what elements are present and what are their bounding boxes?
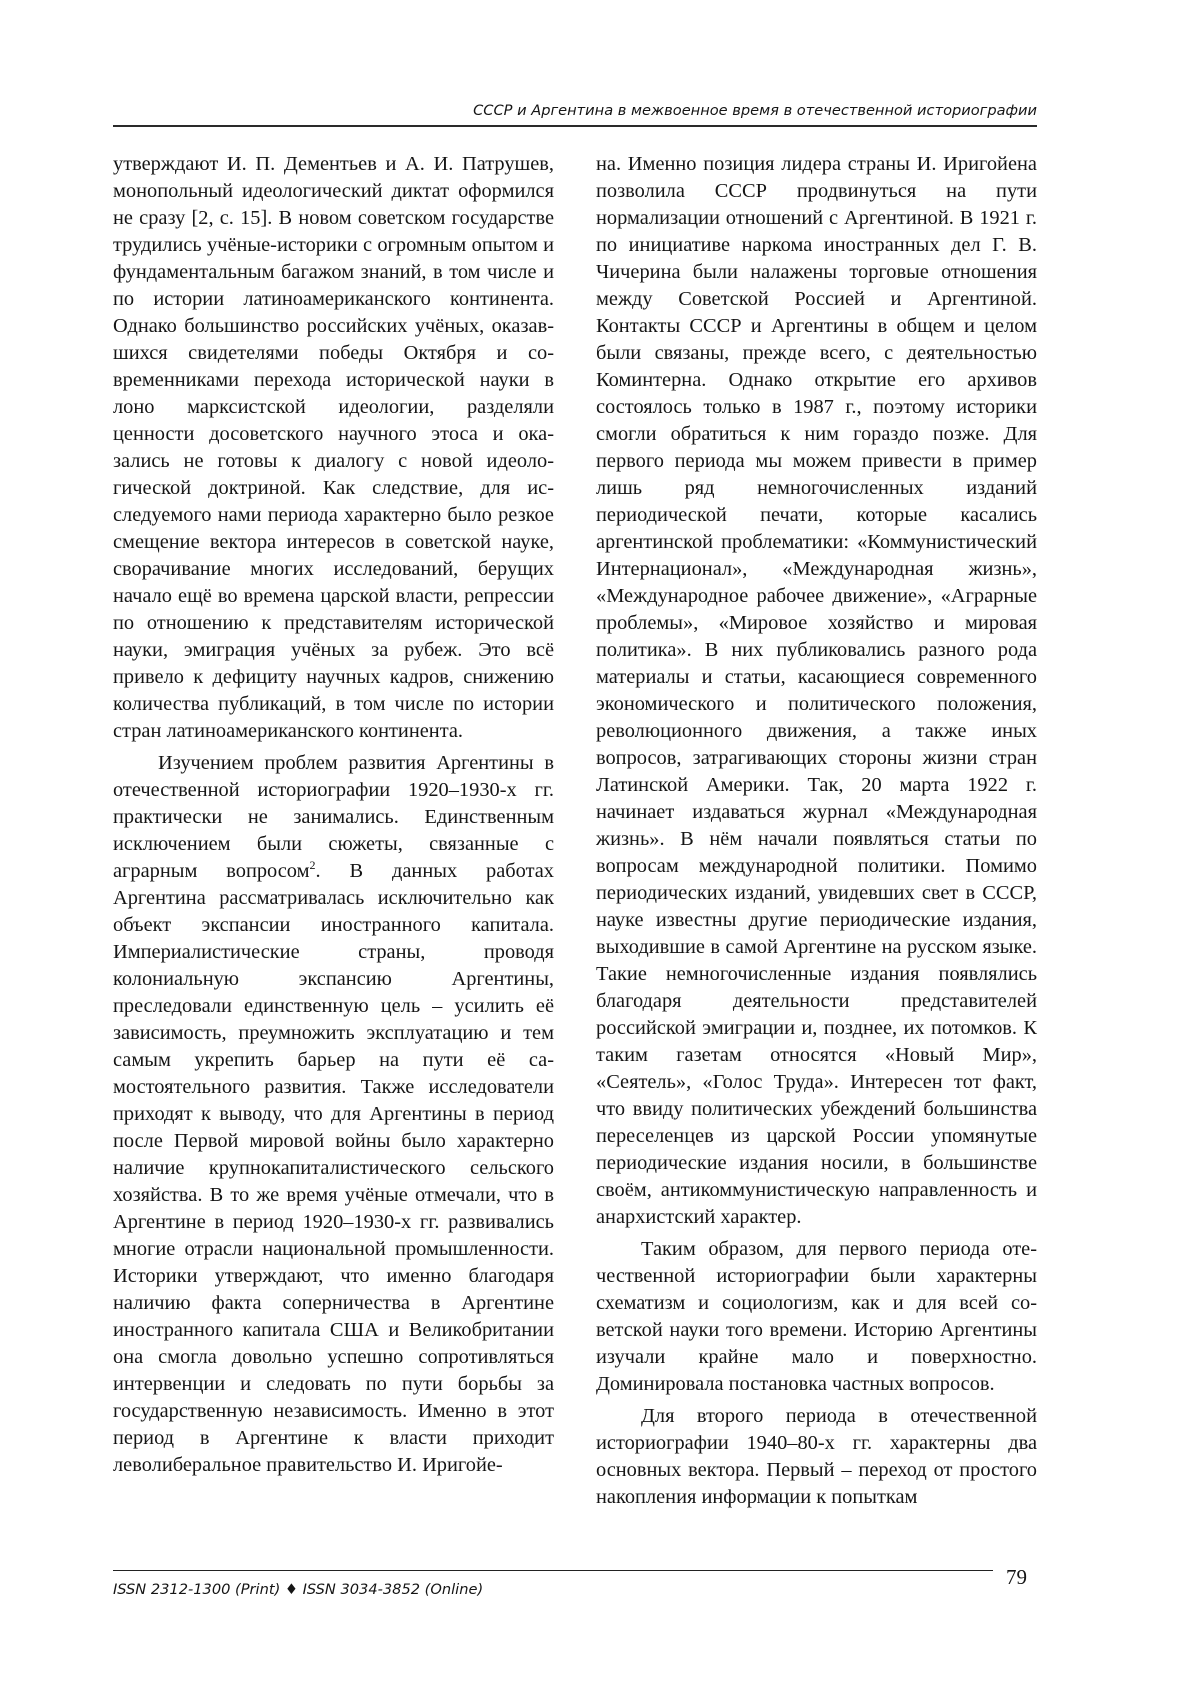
left-paragraph-1: утверждают И. П. Дементьев и А. И. Патрушев, монопольный идеологический диктат оформился не сразу [2, с. 15]. В новом советском государстве трудились учёные-историки с огромным опытом и фундаментальным багажом знаний, в том числе и по истории латиноамериканского континента. Однако большинство российских учёных, оказавшихся свидетелями победы Октября и современниками перехода исторической науки в лоно марксистской идеологии, разделяли ценности досоветского научного этоса и оказались не готовы к диалогу с новой идеологической доктриной. Как следствие, для исследуемого нами периода характерно было резкое смещение вектора интересов в советской науке, сворачивание многих исследований, берущих начало ещё во времена царской власти, репрессии по отношению к представителям исторической науки, эмиграция учёных за рубеж. Это всё привело к дефициту научных кадров, снижению количества публикаций, в том числе по истории стран латиноамериканского континента. — [113, 153, 554, 742]
page-number: 79 — [1006, 1565, 1027, 1589]
right-paragraph-1: на. Именно позиция лидера страны И. Иригойена позволила СССР продвинуться на пути нормализации отношений с Аргентиной. В 1921 г. по инициативе наркома иностранных дел Г. В. Чичерина были налажены торговые отношения между Советской Россией и Аргентиной. Контакты СССР и Аргентины в общем и целом были связаны, прежде всего, с деятельностью Коминтерна. Однако открытие его архивов состоялось только в 1987 г., поэтому историки смогли обратиться к ним гораздо позже. Для первого периода мы можем привести в пример лишь ряд немногочисленных изданий периодической печати, которые касались аргентинской проблематики: «Коммунистический Интернационал», «Международная жизнь», «Международное рабочее движение», «Аграрные проблемы», «Мировое хозяйство и мировая политика». В них публиковались разного рода материалы и статьи, касающиеся современного экономического и политического положения, революционного движения, а также иных вопросов, затрагивающих стороны жизни стран Латинской Америки. Так, 20 марта 1922 г. начинает издаваться журнал «Международная жизнь». В нём начали появляться статьи по вопросам международной политики. Помимо периодических изданий, увидевших свет в СССР, науке известны другие периодические издания, выходившие в самой Аргентине на русском языке. Такие немногочисленные издания появлялись благодаря деятельности представителей российской эмиграции и, позднее, их потомков. К таким газетам относятся «Новый Мир», «Сеятель», «Голос Труда». Интересен тот факт, что ввиду политических убеждений большинства переселенцев из царской России упомянутые периодические издания носили, в большинстве своём, антикоммунистическую направленность и анархистский характер. — [596, 153, 1037, 1228]
left-paragraph-2-text-a: Изучением проблем развития Аргентины в отечественной историографии 1920–1930-х гг. практически не занимались. Единственным исключением были сюжеты, связанные с аграрным вопросом — [113, 752, 554, 882]
left-paragraph-2-text-b: . В данных работах Аргентина рассматривалась исключительно как объект экспансии иностранного капитала. Империалистические страны, проводя колониальную экспансию Аргентины, преследовали единственную цель – усилить её зависимость, преумножить эксплуатацию и тем самым укрепить барьер на пути её самостоятельного развития. Также исследователи приходят к выводу, что для Аргентины в период после Первой мировой войны было характерно наличие крупнокапиталистического сельского хозяйства. В то же время учёные отмечали, что в Аргентине в период 1920–1930-х гг. развивались многие отрасли национальной промышленности. Историки утверждают, что именно благодаря наличию факта соперничества в Аргентине иностранного капитала США и Великобритании она смогла довольно успешно сопротивляться интервенции и следовать по пути борьбы за государственную независимость. Именно в этот период в Аргентине к власти приходит леволиберальное правительство И. Иригойе- — [113, 860, 554, 1476]
right-paragraph-2: Таким образом, для первого периода отечественной историографии были характерны схематизм и социологизм, как и для всей советской науки того времени. Историю Аргентины изучали крайне мало и поверхностно. Доминировала постановка частных вопросов. — [596, 1238, 1037, 1395]
running-title: СССР и Аргентина в межвоенное время в отечественной историографии — [473, 102, 1037, 119]
right-column — [596, 151, 1037, 1511]
right-paragraph-3: Для второго периода в отечественной историографии 1940–80-х гг. характерны два основных вектора. Первый – переход от простого накопления информации к попыткам — [596, 1405, 1037, 1508]
left-paragraph-2 — [113, 750, 554, 1479]
header-rule — [113, 125, 1037, 127]
footer-rule — [113, 1570, 993, 1571]
left-column — [113, 151, 554, 1479]
issn-line: ISSN 2312-1300 (Print) ♦ ISSN 3034-3852 (Online) — [113, 1581, 484, 1598]
footnote-marker[interactable]: 2 — [309, 858, 316, 872]
